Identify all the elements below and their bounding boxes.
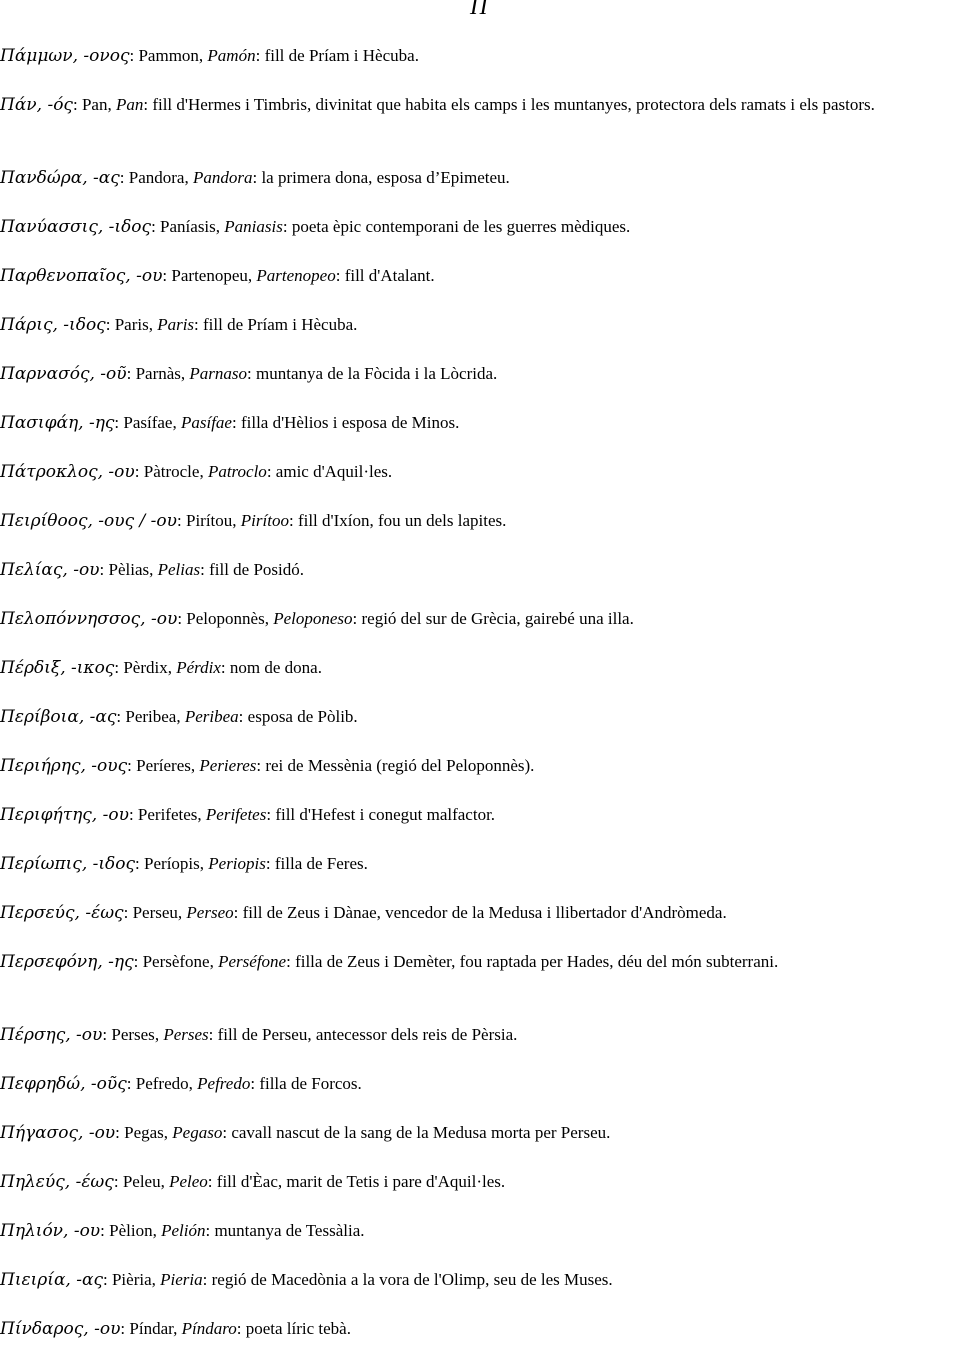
glossary-entry: Περσεφόνη, -ης: Persèfone, Perséfone: filla de Zeus i Demèter, fou raptada per Hades, déu del món subterrani. [0, 952, 779, 972]
spanish-name: Pandora [192, 168, 253, 187]
spanish-name: Perieres [199, 756, 257, 775]
glossary-entry: Πάρις, -ιδος: Paris, Paris: fill de Príam i Hècuba. [0, 315, 358, 335]
glossary-entry: Πίνδαρος, -ου: Píndar, Píndaro: poeta líric tebà. [0, 1319, 351, 1339]
greek-headword: Πασιφάη, -ης [0, 413, 115, 433]
glossary-list [0, 44, 960, 1366]
catalan-name: Perses [111, 1025, 155, 1044]
spanish-name: Peloponeso [273, 609, 353, 628]
glossary-entry: Πεφρηδώ, -οῦς: Pefredo, Pefredo: filla de Forcos. [0, 1074, 362, 1094]
greek-headword: Πεφρηδώ, -οῦς [0, 1074, 127, 1094]
greek-headword: Παρνασός, -οῦ [0, 364, 127, 384]
greek-headword: Παρθενοπαῖος, -ου [0, 266, 163, 286]
greek-headword: Περιφήτης, -ου [0, 805, 129, 825]
entry-description: filla de Forcos. [259, 1074, 362, 1093]
catalan-name: Paris [114, 315, 149, 334]
glossary-entry: Πελοπόννησσος, -ου: Peloponnès, Peloponeso: regió del sur de Grècia, gairebé una illa. [0, 609, 634, 629]
spanish-name: Paniasis [224, 217, 283, 236]
catalan-name: Perifetes [137, 805, 198, 824]
entry-description: fill d'Hermes i Timbris, divinitat que habita els camps i les muntanyes, protectora dels ramats i els pastors. [152, 95, 875, 114]
catalan-name: Partenopeu [171, 266, 248, 285]
greek-headword: Πάμμων, -ονος [0, 46, 130, 66]
catalan-name: Peloponnès [186, 609, 265, 628]
glossary-entry: Πέρσης, -ου: Perses, Perses: fill de Perseu, antecessor dels reis de Pèrsia. [0, 1025, 518, 1045]
catalan-name: Pefredo [135, 1074, 189, 1093]
entry-description: la primera dona, esposa d’Epimeteu. [261, 168, 510, 187]
entry-description: regió del sur de Grècia, gairebé una illa. [361, 609, 634, 628]
glossary-entry: Πασιφάη, -ης: Pasífae, Pasífae: filla d'Hèlios i esposa de Minos. [0, 413, 460, 433]
glossary-entry: Περιφήτης, -ου: Perifetes, Perifetes: fill d'Hefest i conegut malfactor. [0, 805, 496, 825]
spanish-name: Partenopeo [256, 266, 336, 285]
entry-description: fill de Zeus i Dànae, vencedor de la Medusa i llibertador d'Andròmeda. [242, 903, 727, 922]
greek-headword: Περίωπις, -ιδος [0, 854, 136, 874]
spanish-name: Perses [163, 1025, 209, 1044]
catalan-name: Píndar [129, 1319, 174, 1338]
glossary-entry: Περίβοια, -ας: Peribea, Peribea: esposa de Pòlib. [0, 707, 358, 727]
glossary-entry: Πελίας, -ου: Pèlias, Pelias: fill de Posidó. [0, 560, 305, 580]
entry-description: amic d'Aquil·les. [275, 462, 393, 481]
catalan-name: Pèlias [108, 560, 150, 579]
entry-description: fill de Posidó. [209, 560, 305, 579]
catalan-name: Pèrdix [123, 658, 168, 677]
greek-headword: Πελοπόννησσος, -ου [0, 609, 178, 629]
glossary-entry: Πάν, -ός: Pan, Pan: fill d'Hermes i Timbris, divinitat que habita els camps i les muntanyes, protectora dels ramats i els pastors. [0, 95, 875, 115]
greek-headword: Πηλιόν, -ου [0, 1221, 101, 1241]
spanish-name: Pérdix [176, 658, 221, 677]
catalan-name: Parnàs [135, 364, 181, 383]
spanish-name: Patroclo [207, 462, 267, 481]
spanish-name: Pegaso [172, 1123, 223, 1142]
entry-description: fill d'Ixíon, fou un dels lapites. [297, 511, 507, 530]
catalan-name: Peribea [125, 707, 177, 726]
glossary-entry: Πειρίθοος, -ους / -ου: Pirítou, Pirítoo: fill d'Ixíon, fou un dels lapites. [0, 511, 507, 531]
entry-description: regió de Macedònia a la vora de l'Olimp, seu de les Muses. [211, 1270, 613, 1289]
greek-headword: Περσεύς, -έως [0, 903, 124, 923]
spanish-name: Pelias [157, 560, 201, 579]
spanish-name: Periopis [208, 854, 266, 873]
entry-description: poeta líric tebà. [245, 1319, 351, 1338]
catalan-name: Pan [81, 95, 108, 114]
greek-headword: Πειρίθοος, -ους / -ου [0, 511, 177, 531]
spanish-name: Paris [157, 315, 195, 334]
glossary-entry: Πηλεύς, -έως: Peleu, Peleo: fill d'Èac, marit de Tetis i pare d'Aquil·les. [0, 1172, 506, 1192]
entry-description: muntanya de Tessàlia. [214, 1221, 365, 1240]
entry-description: esposa de Pòlib. [247, 707, 358, 726]
catalan-name: Pegas [124, 1123, 164, 1142]
greek-headword: Περίβοια, -ας [0, 707, 117, 727]
greek-headword: Πανύασσις, -ιδος [0, 217, 152, 237]
catalan-name: Pandora [128, 168, 185, 187]
greek-headword: Πελίας, -ου [0, 560, 100, 580]
greek-headword: Πέρσης, -ου [0, 1025, 103, 1045]
spanish-name: Píndaro [181, 1319, 237, 1338]
entry-description: nom de dona. [229, 658, 322, 677]
spanish-name: Peleo [169, 1172, 208, 1191]
glossary-entry: Περσεύς, -έως: Perseu, Perseo: fill de Zeus i Dànae, vencedor de la Medusa i llibertador d'Andròmeda. [0, 903, 727, 923]
spanish-name: Perseo [186, 903, 234, 922]
glossary-entry: Πιειρία, -ας: Pièria, Pieria: regió de Macedònia a la vora de l'Olimp, seu de les Muses. [0, 1270, 613, 1290]
entry-description: fill de Príam i Hècuba. [264, 46, 419, 65]
spanish-name: Perséfone [218, 952, 287, 971]
entry-description: fill d'Atalant. [344, 266, 435, 285]
glossary-entry: Πάτροκλος, -ου: Pàtrocle, Patroclo: amic d'Aquil·les. [0, 462, 393, 482]
spanish-name: Pasífae [180, 413, 232, 432]
glossary-entry: Πήγασος, -ου: Pegas, Pegaso: cavall nascut de la sang de la Medusa morta per Perseu. [0, 1123, 611, 1143]
entry-description: muntanya de la Fòcida i la Lòcrida. [256, 364, 498, 383]
greek-headword: Πάρις, -ιδος [0, 315, 106, 335]
entry-description: rei de Messènia (regió del Peloponnès). [265, 756, 535, 775]
glossary-entry: Παρνασός, -οῦ: Parnàs, Parnaso: muntanya de la Fòcida i la Lòcrida. [0, 364, 498, 384]
greek-headword: Πανδώρα, -ας [0, 168, 120, 188]
greek-headword: Πέρδιξ, -ικος [0, 658, 115, 678]
entry-description: filla de Zeus i Demèter, fou raptada per Hades, déu del món subterrani. [295, 952, 779, 971]
section-letter: Π [470, 0, 488, 20]
catalan-name: Pièria [111, 1270, 152, 1289]
spanish-name: Pieria [160, 1270, 203, 1289]
entry-description: cavall nascut de la sang de la Medusa morta per Perseu. [231, 1123, 611, 1142]
greek-headword: Περιήρης, -ους [0, 756, 128, 776]
glossary-entry: Παρθενοπαῖος, -ου: Partenopeu, Partenopeo: fill d'Atalant. [0, 266, 435, 286]
catalan-name: Peleu [122, 1172, 161, 1191]
spanish-name: Pirítoo [240, 511, 289, 530]
catalan-name: Pàtrocle [143, 462, 200, 481]
entry-description: fill d'Èac, marit de Tetis i pare d'Aquil·les. [216, 1172, 506, 1191]
entry-description: fill d'Hefest i conegut malfactor. [275, 805, 496, 824]
greek-headword: Πάν, -ός [0, 95, 73, 115]
spanish-name: Pamón [207, 46, 256, 65]
catalan-name: Períopis [144, 854, 200, 873]
spanish-name: Pefredo [197, 1074, 251, 1093]
entry-description: fill de Príam i Hècuba. [203, 315, 358, 334]
greek-headword: Περσεφόνη, -ης [0, 952, 134, 972]
catalan-name: Persèfone [142, 952, 210, 971]
greek-headword: Πάτροκλος, -ου [0, 462, 135, 482]
glossary-entry: Περιήρης, -ους: Períeres, Perieres: rei de Messènia (regió del Peloponnès). [0, 756, 535, 776]
greek-headword: Πίνδαρος, -ου [0, 1319, 121, 1339]
entry-description: filla d'Hèlios i esposa de Minos. [240, 413, 460, 432]
glossary-entry: Περίωπις, -ιδος: Períopis, Periopis: filla de Feres. [0, 854, 368, 874]
greek-headword: Πιειρία, -ας [0, 1270, 103, 1290]
catalan-name: Paníasis [160, 217, 216, 236]
greek-headword: Πηλεύς, -έως [0, 1172, 114, 1192]
spanish-name: Pelión [161, 1221, 206, 1240]
catalan-name: Pammon [138, 46, 199, 65]
catalan-name: Períeres [136, 756, 191, 775]
catalan-name: Pirítou [185, 511, 233, 530]
spanish-name: Perifetes [205, 805, 267, 824]
entry-description: fill de Perseu, antecessor dels reis de Pèrsia. [217, 1025, 518, 1044]
spanish-name: Peribea [184, 707, 239, 726]
catalan-name: Pasífae [123, 413, 173, 432]
glossary-entry: Πανύασσις, -ιδος: Paníasis, Paniasis: poeta èpic contemporani de les guerres mèdiques. [0, 217, 631, 237]
greek-headword: Πήγασος, -ου [0, 1123, 116, 1143]
glossary-entry: Πηλιόν, -ου: Pèlion, Pelión: muntanya de Tessàlia. [0, 1221, 365, 1241]
spanish-name: Pan [115, 95, 144, 114]
glossary-entry: Πάμμων, -ονος: Pammon, Pamón: fill de Príam i Hècuba. [0, 46, 419, 66]
catalan-name: Pèlion [109, 1221, 153, 1240]
entry-description: poeta èpic contemporani de les guerres mèdiques. [291, 217, 631, 236]
spanish-name: Parnaso [189, 364, 248, 383]
glossary-entry: Πανδώρα, -ας: Pandora, Pandora: la primera dona, esposa d’Epimeteu. [0, 168, 510, 188]
glossary-entry: Πέρδιξ, -ικος: Pèrdix, Pérdix: nom de dona. [0, 658, 322, 678]
entry-description: filla de Feres. [274, 854, 368, 873]
catalan-name: Perseu [132, 903, 178, 922]
